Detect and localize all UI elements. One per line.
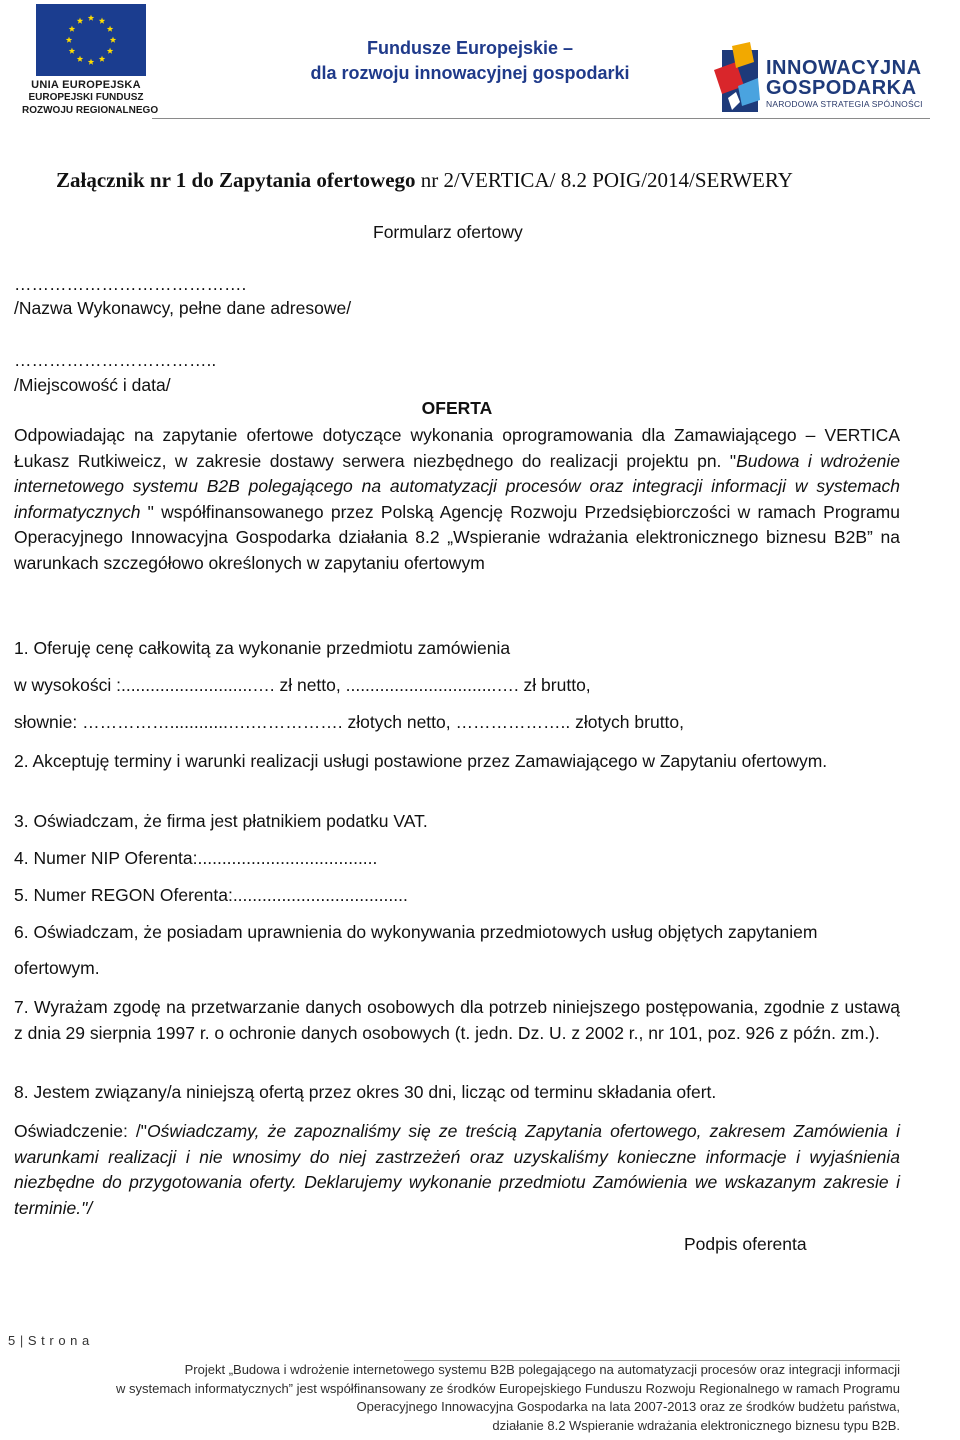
item-8: 8. Jestem związany/a niniejszą ofertą przez okres 30 dni, licząc od terminu składania ofert. <box>14 1082 717 1102</box>
ig-logo-line1: INNOWACYJNA <box>766 57 922 79</box>
item-2: 2. Akceptuję terminy i warunki realizacji usługi postawione przez Zamawiającego w Zapytaniu ofertowym. <box>14 751 828 771</box>
item-4: 4. Numer NIP Oferenta:..................................... <box>14 848 378 868</box>
item-1-amount: w wysokości :...........................…. zł netto, ...............................…. zł brutto, <box>14 675 591 695</box>
page-number <box>8 1333 90 1348</box>
item-1-in-words: słownie: ……………............….……………. złotych netto, ……………….. złotych brutto, <box>14 712 685 732</box>
eu-logo-line3: ROZWOJU REGIONALNEGO <box>22 105 159 116</box>
document-title-rest: nr 2/VERTICA/ 8.2 POIG/2014/SERWERY <box>415 168 793 192</box>
eu-logo <box>22 4 159 118</box>
document-title-bold: Załącznik nr 1 do Zapytania ofertowego <box>56 168 416 192</box>
offer-intro-rest: " współfinansowanego przez Polską Agencję Rozwoju Przedsiębiorczości w ramach Programu Operacyjnego Innowacyjna Gospodarka działania 8.2 „Wspieranie wdrażania elektronicznego biznesu B2B” na warunkach szczegółowo określonych w zapytaniu ofertowym <box>14 501 900 573</box>
declaration-label: Oświadczenie: /" <box>14 1121 147 1141</box>
form-title: Formularz ofertowy <box>373 222 523 242</box>
declaration-text: Oświadczamy, że zapoznaliśmy się ze treścią Zapytania ofertowego, zakresem Zamówienia i warunkami realizacji i nie wnosimy do niej zastrzeżeń oraz uzyskaliśmy konieczne informacje i wyjaśnienia niezbędne do przygotowania oferty. Deklarujemy wykonanie przedmiotu Zamówienia we wskazanym zakresie i terminie. <box>14 1121 900 1218</box>
offer-intro-text: Odpowiadając na zapytanie ofertowe dotyczące wykonania oprogramowania dla Zamawiającego – VERTICA Łukasz Rutkiweicz, w zakresie dostawy serwera niezbędnego do realizacji projektu pn. " <box>14 425 900 471</box>
ig-logo-line2: GOSPODARKA <box>766 77 917 99</box>
eu-logo-line1: UNIA EUROPEJSKA <box>31 79 141 91</box>
eu-flag-icon <box>36 4 146 76</box>
signature-label: Podpis oferenta <box>684 1234 807 1254</box>
declaration-paragraph <box>14 1119 900 1221</box>
item-5: 5. Numer REGON Oferenta:.................................... <box>14 885 408 905</box>
place-date-dots: …………………………….. <box>14 350 217 370</box>
innovative-economy-mark-icon <box>714 42 760 118</box>
ig-logo-line3: NARODOWA STRATEGIA SPÓJNOŚCI <box>766 99 923 109</box>
item-1: 1. Oferuję cenę całkowitą za wykonanie przedmiotu zamówienia <box>14 638 511 658</box>
item-3: 3. Oświadczam, że firma jest płatnikiem podatku VAT. <box>14 811 428 831</box>
footer-line1: Projekt „Budowa i wdrożenie internetowego systemu B2B polegającego na automatyzacji procesów oraz integracji informacji <box>184 1362 900 1377</box>
document-title <box>56 168 793 193</box>
header-divider <box>152 118 930 119</box>
contractor-name-dots: …………………………………. <box>14 274 247 294</box>
page-separator: | <box>19 1333 24 1348</box>
funds-header-title <box>300 36 640 86</box>
item-6-line1: 6. Oświadczam, że posiadam uprawnienia do wykonywania przedmiotowych usług objętych zapytaniem <box>14 922 818 942</box>
declaration-end: "/ <box>81 1197 93 1218</box>
footer-project-info <box>60 1361 900 1435</box>
eu-stars-icon <box>36 4 146 76</box>
footer-line2: w systemach informatycznych” jest współfinansowany ze środków Europejskiego Funduszu Rozwoju Regionalnego w ramach Programu <box>116 1380 900 1396</box>
place-date-label: /Miejscowość i data/ <box>14 375 171 395</box>
footer-line4: działanie 8.2 Wspieranie wdrażania elektronicznego biznesu typu B2B. <box>492 1417 900 1433</box>
project-name: Budowa i wdrożenie internetowego systemu B2B polegającego na automatyzacji procesów oraz integracji informacji w systemach informatycznych <box>14 450 900 522</box>
funds-title-line2: dla rozwoju innowacyjnej gospodarki <box>310 63 630 83</box>
page-number-value: 5 <box>8 1333 16 1348</box>
contractor-name-label: /Nazwa Wykonawcy, pełne dane adresowe/ <box>14 298 352 318</box>
innovative-economy-logo <box>714 36 944 116</box>
item-6-line2: ofertowym. <box>14 958 100 978</box>
funds-title-line1: Fundusze Europejskie – <box>366 38 574 58</box>
offer-intro-paragraph <box>14 423 900 576</box>
offer-heading: OFERTA <box>421 398 493 418</box>
item-7: 7. Wyrażam zgodę na przetwarzanie danych osobowych dla potrzeb niniejszego postępowania, zgodnie z ustawą z dnia 29 sierpnia 1997 r. o ochronie danych osobowych (t. jedn. Dz. U. z 2002 r., nr 101, poz. 926 z późn. zm.). <box>14 997 900 1043</box>
footer-line3: Operacyjnego Innowacyjna Gospodarka na lata 2007-2013 oraz ze środków budżetu państwa, <box>356 1399 900 1414</box>
page-word: S t r o n a <box>27 1333 90 1348</box>
eu-logo-line2: EUROPEJSKI FUNDUSZ <box>28 92 144 103</box>
